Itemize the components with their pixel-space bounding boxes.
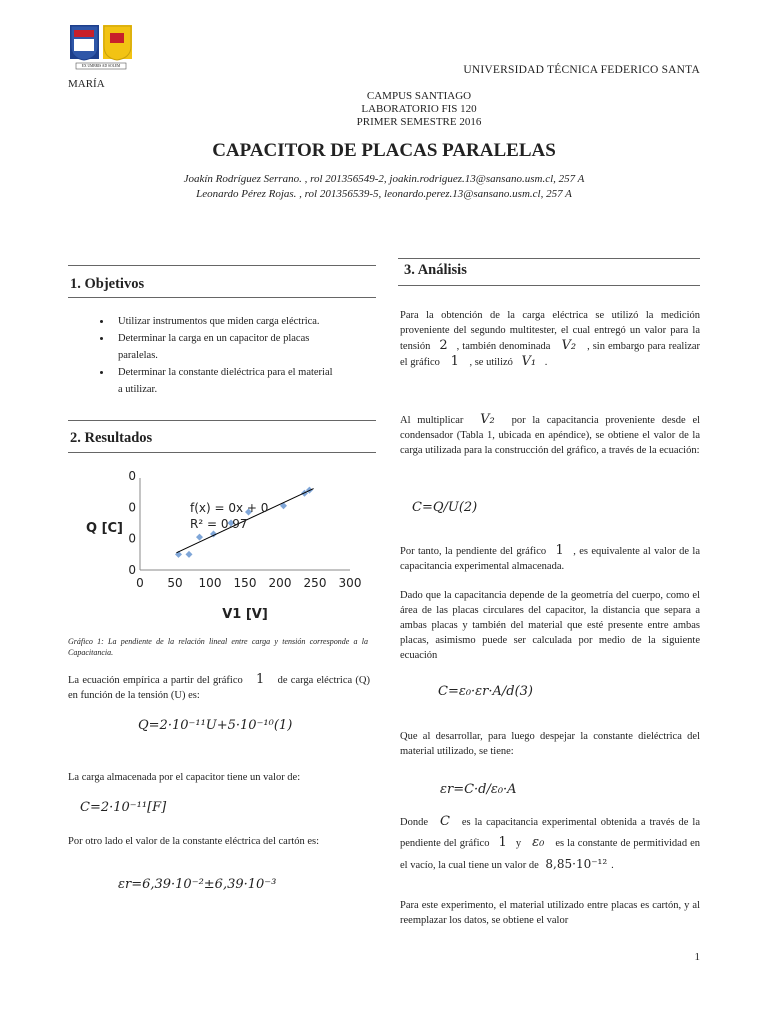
symbol-epsilon0: ε₀ — [532, 835, 545, 850]
page-number: 1 — [694, 951, 700, 963]
section-rule — [68, 265, 376, 266]
analysis-paragraph-7: Para este experimento, el material utilizado entre placas es cartón, y al reemplazar los datos, se obtiene el valor — [400, 900, 700, 926]
authors-block — [0, 172, 768, 202]
section-rule — [398, 258, 700, 259]
campus-label: CAMPUS SANTIAGO — [366, 90, 472, 102]
x-tick-label: 150 — [233, 576, 257, 590]
results-paragraph-2: La carga almacenada por el capacitor tiene un valor de: — [68, 772, 301, 783]
permittivity-value: 8,85·10⁻¹² — [545, 857, 608, 871]
author-2: Leonardo Pérez Rojas. , rol 201356539-5, leonardo.perez.13@sansano.usm.cl, 257 A — [196, 188, 572, 200]
analysis-p1-text-e: . — [544, 357, 548, 368]
analysis-paragraph-3 — [400, 543, 700, 574]
analysis-paragraph-2 — [400, 412, 700, 458]
equation-analysis-2: C=Q/U(2) — [412, 500, 478, 515]
y-tick-label: 0 — [128, 563, 136, 577]
symbol-v2: V₂ — [561, 338, 577, 353]
analysis-p1-text-b: , también denominada — [456, 341, 551, 352]
analysis-p3-text-a: Por tanto, la pendiente del gráfico — [400, 546, 547, 557]
section-resultados-title: 2. Resultados — [70, 430, 153, 446]
trendline-r2: R² = 0.97 — [190, 517, 248, 531]
results-p1-text-b: de carga eléctrica (Q) en función de la tensión (U) es: — [68, 675, 371, 701]
lab-label: LABORATORIO FIS 120 — [361, 103, 477, 115]
x-tick-label: 200 — [268, 576, 292, 590]
section-rule — [398, 285, 700, 286]
chart-q-vs-v1 — [68, 462, 378, 622]
x-tick-label: 250 — [303, 576, 327, 590]
x-tick-label: 50 — [167, 576, 183, 590]
analysis-paragraph-1 — [400, 308, 700, 370]
analysis-paragraph-5: Que al desarrollar, para luego despejar la constante dieléctrica del material utilizado, se tiene: — [400, 731, 700, 757]
analysis-p6-text-a: Donde — [400, 817, 428, 828]
y-axis-label: Q [C] — [86, 521, 124, 536]
equation-analysis-4: εr=C·d/ε₀·A — [440, 782, 517, 797]
x-tick-label: 0 — [136, 576, 144, 590]
symbol-v2: V₂ — [480, 412, 495, 427]
section-objetivos-title: 1. Objetivos — [70, 276, 145, 292]
data-point — [196, 534, 203, 541]
equation-1: Q=2·10⁻¹¹U+5·10⁻¹⁰(1) — [138, 718, 293, 733]
y-tick-label: 0 — [128, 469, 136, 483]
university-name: UNIVERSIDAD TÉCNICA FEDERICO SANTA — [463, 64, 700, 76]
graph-number: 1 — [450, 354, 459, 369]
graph-number: 1 — [498, 835, 507, 850]
figure-caption: Gráfico 1: La pendiente de la relación lineal entre carga y tensión corresponde a la Capacitancia. — [68, 637, 368, 657]
equation-3: εr=6,39·10⁻²±6,39·10⁻³ — [118, 877, 277, 892]
university-crest — [68, 24, 134, 76]
objective-item: • Utilizar instrumentos que miden carga eléctrica. — [112, 313, 358, 330]
results-paragraph-1 — [68, 672, 370, 703]
trendline-equation: f(x) = 0x + 0 — [190, 501, 269, 515]
x-tick-label: 300 — [338, 576, 362, 590]
analysis-p6-text-d: . — [611, 860, 614, 871]
symbol-c: C — [439, 814, 450, 829]
analysis-p6-and: y — [515, 838, 522, 849]
analysis-p3-text-b: , es equivalente al valor de la capacitancia experimental almacenada. — [400, 546, 701, 572]
objectives-list — [68, 313, 358, 398]
section-analisis-title: 3. Análisis — [404, 262, 467, 278]
y-tick-label: 0 — [128, 500, 136, 515]
analysis-p1-text-d: , se utilizó — [469, 357, 513, 368]
course-header — [0, 90, 768, 129]
results-p1-text-a: La ecuación empírica a partir del gráfico — [68, 675, 243, 686]
analysis-p6-text-b: es la capacitancia experimental obtenida a través de la pendiente del gráfico — [400, 817, 700, 849]
y-tick-label: 0 — [128, 531, 136, 546]
section-rule — [68, 297, 376, 298]
objective-item: • Determinar la constante dieléctrica para el material a utilizar. — [112, 364, 358, 398]
equation-analysis-3: C=ε₀·εr·A/d(3) — [438, 684, 533, 699]
semester-label: PRIMER SEMESTRE 2016 — [356, 116, 482, 128]
equation-2: C=2·10⁻¹¹[F] — [80, 800, 167, 815]
section-rule — [68, 452, 376, 453]
graph-number: 1 — [256, 672, 265, 687]
crest-motto: EX UMBRIS AD SOLEM — [81, 64, 121, 68]
tension-number: 2 — [439, 338, 448, 353]
analysis-paragraph-4: Dado que la capacitancia depende de la geometría del cuerpo, como el área de las placas circulares del capacitor, la distancia que separa a ambas placas y también del material que esté presente entre ambas placas, asimismo puede ser calculada por medio de la siguiente ecuación — [400, 590, 700, 661]
paper-title: CAPACITOR DE PLACAS PARALELAS — [212, 140, 556, 161]
analysis-paragraph-6 — [400, 812, 700, 876]
graph-number: 1 — [555, 543, 564, 558]
author-1: Joakín Rodríguez Serrano. , rol 201356549-2, joakin.rodriguez.13@sansano.usm.cl, 257 A — [183, 173, 585, 185]
analysis-p1-text-c: , sin embargo para realizar el gráfico — [400, 341, 701, 368]
results-paragraph-3: Por otro lado el valor de la constante eléctrica del cartón es: — [68, 836, 320, 847]
analysis-p2-text-a: Al multiplicar — [400, 415, 464, 426]
section-rule — [68, 420, 376, 421]
symbol-v1: V₁ — [521, 354, 537, 369]
objective-item: • Determinar la carga en un capacitor de placas paralelas. — [112, 330, 358, 364]
analysis-p6-text-c: es la constante de permitividad en el vacío, la cual tiene un valor de — [400, 838, 701, 871]
x-axis-label: V1 [V] — [222, 607, 268, 622]
university-name-cont: MARÍA — [68, 78, 105, 90]
analysis-p2-text-b: por la capacitancia proveniente desde el condensador (Tabla 1, ubicada en apéndice), se obtiene el valor de la carga utilizada para la construcción del gráfico, a través de la ecuación: — [400, 415, 701, 456]
analysis-p1-text-a: Para la obtención de la carga eléctrica se utilizó la medición proveniente del segundo multitester, el cual entregó un valor para la tensión — [400, 310, 700, 352]
data-point — [186, 551, 193, 558]
x-tick-label: 100 — [198, 576, 222, 590]
